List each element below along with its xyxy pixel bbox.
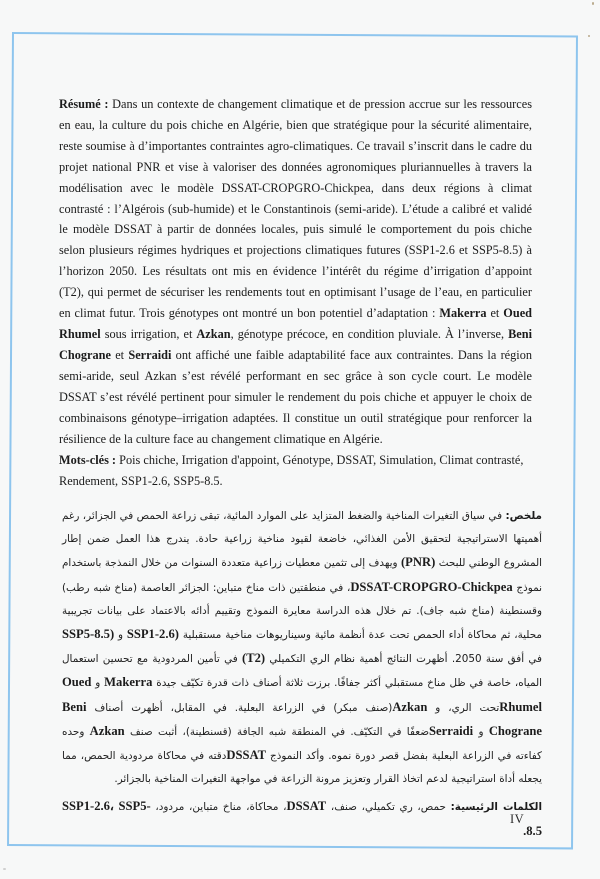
french-keywords <box>59 450 532 492</box>
arabic-text: ضعفًا في التكيّف. في المنطقة شبه الجافة (قسنطينة)، أثبت صنف <box>124 725 430 738</box>
pnr-term: (PNR) <box>400 555 436 570</box>
arabic-resume-label: ملخص: <box>505 510 542 522</box>
arabic-text: في سياق التغيرات المناخية والضغط المتزايد على الموارد المائية، تبقى زراعة الحمص في الجزائر، رغم أهميتها الاستراتيجية لتحقيق الأمن الغذائي، خاضعة لقيود مناخية زراعية حادة. يندرج هذا العمل ضمن إطار المشروع الوطني للبحث <box>62 510 543 570</box>
page-number: IV <box>510 812 525 826</box>
scan-speck <box>592 2 594 5</box>
arabic-keywords-text: حمص، ري تكميلي، صنف، <box>326 801 451 814</box>
arabic-text: تحت الري، و <box>427 701 500 714</box>
keyword-ssp: SSP1-2.6، SSP5-8.5. <box>62 799 542 838</box>
scenario-ssp1: (SSP1-2.6 <box>126 627 179 642</box>
genotype-azkan: Azkan <box>392 699 428 714</box>
genotype-makerra: Makerra <box>439 306 487 321</box>
model-dssat: DSSAT <box>226 748 267 763</box>
french-abstract-paragraph <box>59 94 532 449</box>
arabic-text: وحده كفاءته في الزراعة البعلية بفضل قصر دورة نموه. وأكد النموذج <box>62 725 542 763</box>
genotype-makerra: Makerra <box>104 675 153 690</box>
arabic-text: ، في منطقتين ذات مناخ متباين: الجزائر العاصمة (مناخ شبه رطب) وقسنطينة (مناخ شبه جاف). تم خلال هذه الدراسة معايرة النموذج وتقييم أدائه بالاعتماد على بيانات تجريبية محلية، ثم محاكاة أداء الحمص تحت عدة أنظمة مائية وسيناريوهات مناخية مستقبلية <box>62 581 542 642</box>
abstract-text: , génotype précoce, en condition pluviale. À l’inverse, <box>230 326 509 341</box>
arabic-keywords <box>62 795 542 843</box>
keyword-dssat: DSSAT <box>286 799 327 814</box>
genotype-beni-chograne: Beni Chograne <box>62 699 542 738</box>
genotype-azkan: Azkan <box>196 326 231 341</box>
abstract-text: Dans un contexte de changement climatique et de pression accrue sur les ressources en eau, la culture du pois chiche en Algérie, bien que stratégique pour la sécurité alimentaire, reste soumise à d’importantes contraintes agro-climatiques. Ce travail s’inscrit dans le cadre du projet national PNR et vise à valoriser des données agronomiques pluriannuelles à travers la modélisation avec le modèle DSSAT-CROPGRO-Chickpea, dans deux régions à climat contrasté : l’Algérois (sub-humide) et le Constantinois (semi-aride). L’étude a calibré et validé le modèle DSSAT à partir de données locales, puis simulé le comportement du pois chiche selon plusieurs régimes hydriques et projections climatiques futures (SSP1-2.6 et SSP5-8.5) à l’horizon 2050. Les résultats ont mis en évidence l’intérêt du régime d’irrigation d’appoint (T2), qui permet de sécuriser les rendements tout en optimisant l’usage de l’eau, en particulier en climat futur. Trois génotypes ont montré un bon potentiel d’adaptation : <box>59 97 532 321</box>
abstract-text: ont affiché une faible adaptabilité face aux contraintes. Dans la région semi-aride, seul Azkan s’est révélé performant en sec grâce à son cycle court. Le modèle DSSAT s’est révélé pertinent pour simuler le rendement du pois chiche et appuyer le choix de combinaisons génotype–irrigation adaptées. Il constitue un outil stratégique pour renforcer la résilience de la culture face au changement climatique en Algérie. <box>59 347 532 446</box>
arabic-abstract-section <box>62 505 542 844</box>
arabic-text: ويهدف إلى تثمين معطيات زراعية متعددة السنوات من خلال النمذجة باستخدام نموذج <box>62 557 543 594</box>
model-name: DSSAT-CROPGRO-Chickpea <box>350 579 513 594</box>
genotype-serraidi: Serraidi <box>128 347 172 362</box>
scan-speck <box>588 35 590 37</box>
arabic-keywords-text: ، محاكاة، مناخ متباين، مردود، <box>150 801 287 814</box>
abstract-text: et <box>110 347 129 362</box>
treatment-t2: (T2) <box>242 651 266 666</box>
french-abstract-section <box>59 94 532 492</box>
abstract-text: sous irrigation, et <box>100 326 197 341</box>
genotype-serraidi: Serraidi <box>429 723 474 738</box>
arabic-keywords-label: الكلمات الرئيسية: <box>450 801 543 814</box>
arabic-text: (صنف مبكر) في الزراعة البعلية. في المقابل، أظهرت أصناف <box>86 701 393 714</box>
arabic-text: في تأمين المردودية مع تحسين استعمال المياه، خاصة في ظل مناخ مستقبلي أكثر جفافًا. برزت ثلاثة أصناف ذات قدرة تكيّف جيدة <box>62 653 543 690</box>
arabic-text: دقته في محاكاة مردودية الحمص، مما يجعله أداة استراتيجية لدعم اتخاذ القرار وتعزيز مرونة الزراعة في مواجهة التغيرات المناخية بالجزائر. <box>62 750 542 786</box>
arabic-abstract-paragraph <box>62 505 542 791</box>
genotype-azkan: Azkan <box>89 723 125 738</box>
arabic-text: في أفق سنة 2050. أظهرت النتائج أهمية نظام الري التكميلي <box>265 653 543 666</box>
arabic-text: و <box>473 725 489 738</box>
genotype-oued-rhumel: Oued Rhumel <box>59 306 532 341</box>
genotype-oued-rhumel: Oued Rhumel <box>62 675 542 714</box>
arabic-text: و <box>114 629 127 642</box>
resume-label: Résumé : <box>59 97 109 111</box>
keywords-label: Mots-clés : <box>59 453 117 468</box>
scenario-ssp5: (SSP5-8.5 <box>62 627 115 642</box>
abstract-text: et <box>486 306 504 321</box>
keywords-text: Pois chiche, Irrigation d'appoint, Génotype, DSSAT, Simulation, Climat contrasté, Rendement, SSP1-2.6, SSP5-8.5. <box>59 453 524 489</box>
scan-speck <box>3 868 6 870</box>
genotype-beni-chograne: Beni Chograne <box>59 326 532 362</box>
arabic-text: و <box>91 677 105 690</box>
